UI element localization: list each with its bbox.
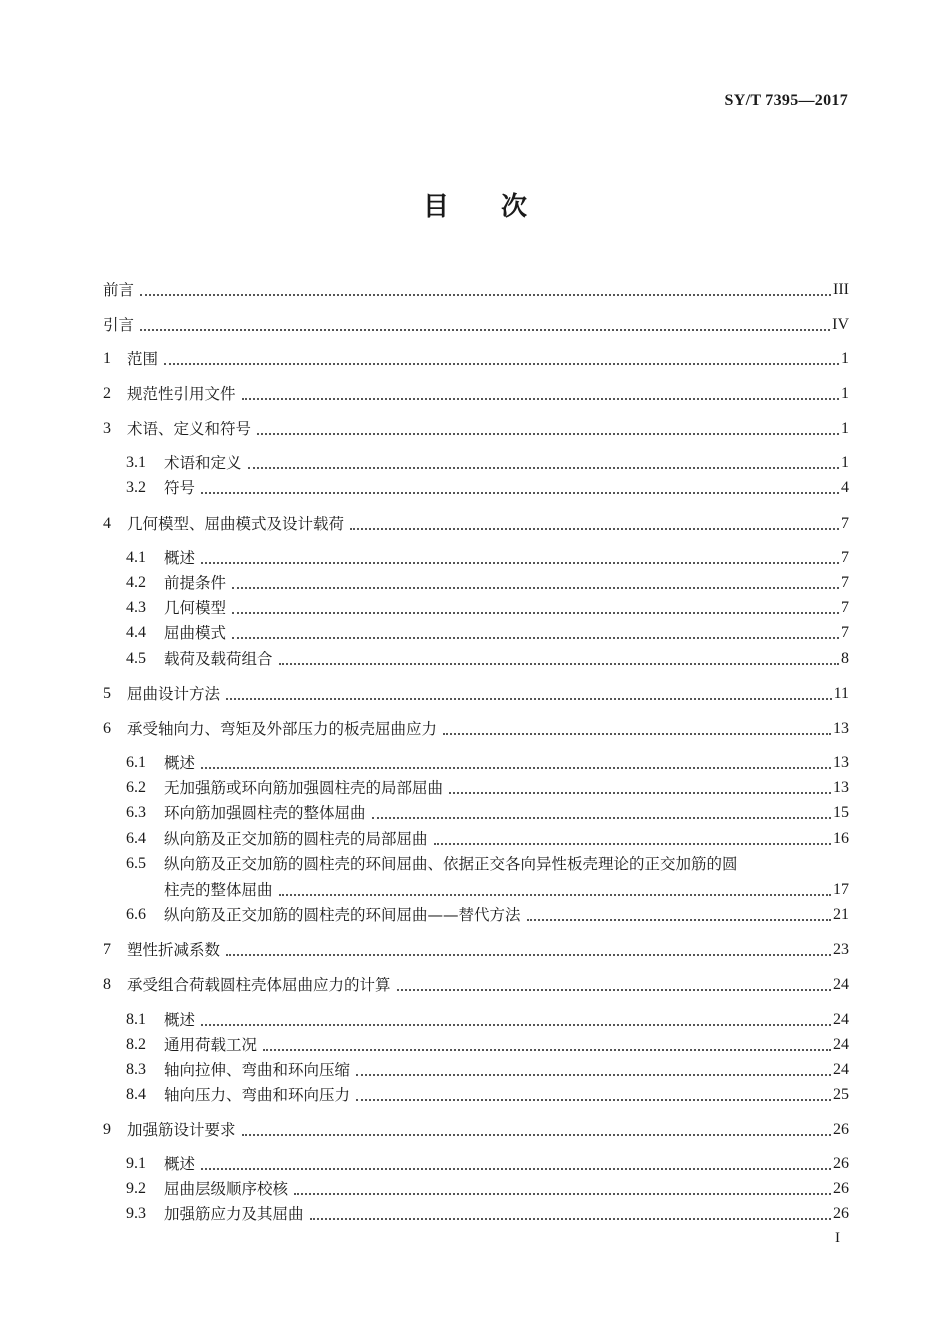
dot-leader (527, 919, 831, 921)
toc-entry[interactable] (103, 417, 849, 441)
toc-entry-number: 4.4 (126, 624, 146, 641)
dot-leader (443, 733, 831, 735)
toc-entry-label: 范围 (127, 350, 159, 368)
toc-entry-page: 7 (841, 549, 849, 566)
dot-leader (201, 492, 839, 494)
toc-entry-number: 9.1 (126, 1155, 146, 1172)
toc-entry-label: 符号 (164, 479, 196, 497)
toc-entry-label: 概述 (164, 754, 196, 772)
toc-entry-number: 1 (103, 350, 111, 367)
dot-leader (242, 1134, 831, 1136)
toc-entry-page: 24 (833, 1061, 849, 1078)
toc-entry-page: 4 (841, 479, 849, 496)
toc-entry-label: 引言 (103, 316, 135, 334)
dot-leader (434, 843, 831, 845)
toc-entry-page: 16 (833, 830, 849, 847)
toc-entry-label: 概述 (164, 1155, 196, 1173)
toc-entry-number: 6.3 (126, 804, 146, 821)
toc-entry-number: 9.2 (126, 1180, 146, 1197)
toc-entry[interactable] (103, 313, 849, 337)
toc-entry-number: 8.2 (126, 1036, 146, 1053)
toc-entry-number: 6.6 (126, 906, 146, 923)
toc-entry-label: 无加强筋或环向筋加强圆柱壳的局部屈曲 (164, 779, 444, 797)
toc-entry[interactable] (103, 278, 849, 302)
toc-entry-number: 6.2 (126, 779, 146, 796)
toc-entry-number: 3 (103, 420, 111, 437)
toc-entry[interactable] (103, 717, 849, 741)
toc-entry-number: 8.4 (126, 1086, 146, 1103)
toc-entry-label: 规范性引用文件 (127, 385, 236, 403)
toc-entry[interactable] (126, 801, 849, 825)
dot-leader (140, 329, 830, 331)
toc-entry-label: 几何模型 (164, 599, 227, 617)
toc-entry-label: 通用荷载工况 (164, 1036, 258, 1054)
toc-entry[interactable] (103, 512, 849, 536)
toc-entry-page: 7 (841, 599, 849, 616)
toc-entry[interactable] (103, 682, 849, 706)
dot-leader (232, 612, 839, 614)
toc-entry-number: 8.3 (126, 1061, 146, 1078)
toc-entry-page: 26 (833, 1205, 849, 1222)
toc-entry-page: 7 (841, 574, 849, 591)
page-title: 目次 (422, 192, 579, 222)
toc-entry-page: 17 (833, 881, 849, 898)
toc-entry-page: 24 (833, 1036, 849, 1053)
toc-entry-page: 21 (833, 906, 849, 923)
toc-entry-label: 屈曲层级顺序校核 (164, 1180, 289, 1198)
toc-entry-label: 屈曲设计方法 (127, 685, 221, 703)
dot-leader (226, 698, 832, 700)
dot-leader (201, 562, 839, 564)
toc-entry-page: 13 (833, 754, 849, 771)
toc-entry-page: IV (832, 316, 849, 333)
toc-entry-label: 环向筋加强圆柱壳的整体屈曲 (164, 804, 366, 822)
toc-entry-number: 7 (103, 941, 111, 958)
dot-leader (397, 989, 831, 991)
toc-entry[interactable] (103, 1118, 849, 1142)
toc-entry[interactable] (126, 852, 849, 876)
toc-entry[interactable] (126, 546, 849, 570)
dot-leader (356, 1074, 831, 1076)
toc-entry-number: 4 (103, 515, 111, 532)
dot-leader (201, 767, 831, 769)
toc-entry-page: 7 (841, 515, 849, 532)
toc-entry[interactable] (126, 751, 849, 775)
toc-entry-page: 1 (841, 350, 849, 367)
toc-entry-number: 8.1 (126, 1011, 146, 1028)
toc-entry-page: 7 (841, 624, 849, 641)
toc-entry-label: 加强筋应力及其屈曲 (164, 1205, 304, 1223)
toc-entry-page: 13 (833, 720, 849, 737)
toc-entry-label: 加强筋设计要求 (127, 1121, 236, 1139)
toc-entry[interactable] (126, 571, 849, 595)
toc-entry-label: 纵向筋及正交加筋的圆柱壳的环间屈曲、依据正交各向异性板壳理论的正交加筋的圆 (164, 855, 738, 873)
toc-entry[interactable] (126, 903, 849, 927)
toc-entry-number: 4.5 (126, 650, 146, 667)
dot-leader (350, 528, 839, 530)
dot-leader (356, 1099, 831, 1101)
toc-entry-number: 5 (103, 685, 111, 702)
dot-leader (263, 1049, 831, 1051)
toc-entry[interactable] (126, 647, 849, 671)
toc-entry-page: 1 (841, 385, 849, 402)
toc-entry-page: III (833, 281, 849, 298)
toc-entry-page: 13 (833, 779, 849, 796)
dot-leader (140, 294, 831, 296)
toc-entry-label: 承受组合荷载圆柱壳体屈曲应力的计算 (127, 976, 391, 994)
page-number: I (835, 1230, 840, 1246)
toc-entry-number: 9 (103, 1121, 111, 1138)
toc-entry[interactable] (126, 1008, 849, 1032)
toc-entry-label: 轴向压力、弯曲和环向压力 (164, 1086, 351, 1104)
toc-entry-number: 4.3 (126, 599, 146, 616)
dot-leader (294, 1193, 831, 1195)
toc-entry-page: 1 (841, 454, 849, 471)
toc-entry-label: 概述 (164, 1011, 196, 1029)
toc-entry-label: 屈曲模式 (164, 624, 227, 642)
toc-entry-label: 塑性折减系数 (127, 941, 221, 959)
toc-entry-page: 23 (833, 941, 849, 958)
toc-entry-label: 纵向筋及正交加筋的圆柱壳的局部屈曲 (164, 830, 428, 848)
toc-entry-label: 承受轴向力、弯矩及外部压力的板壳屈曲应力 (127, 720, 438, 738)
dot-leader (257, 433, 839, 435)
toc-entry-page: 11 (833, 685, 849, 702)
toc-entry[interactable] (126, 1058, 849, 1082)
toc-entry-number: 6 (103, 720, 111, 737)
toc-entry-number: 3.1 (126, 454, 146, 471)
dot-leader (232, 637, 839, 639)
toc-entry[interactable] (126, 1152, 849, 1176)
dot-leader (232, 587, 839, 589)
toc-entry[interactable] (126, 1177, 849, 1201)
toc-entry-number: 6.4 (126, 830, 146, 847)
toc-entry-page: 24 (833, 976, 849, 993)
toc-entry[interactable] (126, 1202, 849, 1226)
toc-entry-number: 2 (103, 385, 111, 402)
toc-entry[interactable] (103, 938, 849, 962)
toc-entry-label: 术语、定义和符号 (127, 420, 252, 438)
toc-entry-label: 纵向筋及正交加筋的圆柱壳的环间屈曲——替代方法 (164, 906, 521, 924)
toc-entry-page: 26 (833, 1155, 849, 1172)
dot-leader (310, 1218, 831, 1220)
toc-entry-label: 载荷及载荷组合 (164, 650, 273, 668)
toc-entry-page: 26 (833, 1121, 849, 1138)
dot-leader (279, 663, 839, 665)
toc-entry-continuation[interactable] (164, 878, 849, 902)
toc-entry-label: 前提条件 (164, 574, 227, 592)
toc-entry-page: 24 (833, 1011, 849, 1028)
dot-leader (248, 467, 839, 469)
dot-leader (279, 894, 831, 896)
toc-entry-label: 几何模型、屈曲模式及设计载荷 (127, 515, 345, 533)
toc-entry-label: 轴向拉伸、弯曲和环向压缩 (164, 1061, 351, 1079)
toc-entry[interactable] (126, 1083, 849, 1107)
toc-entry[interactable] (126, 1033, 849, 1057)
toc-entry-number: 8 (103, 976, 111, 993)
toc-entry[interactable] (103, 347, 849, 371)
dot-leader (201, 1024, 831, 1026)
toc-entry-page: 1 (841, 420, 849, 437)
toc-entry-number: 4.1 (126, 549, 146, 566)
toc-entry-label-continued: 柱壳的整体屈曲 (164, 881, 273, 899)
standard-code: SY/T 7395—2017 (724, 92, 848, 109)
toc-entry-number: 3.2 (126, 479, 146, 496)
dot-leader (449, 792, 831, 794)
toc-entry-number: 6.1 (126, 754, 146, 771)
toc-entry[interactable] (126, 827, 849, 851)
toc-entry-page: 15 (833, 804, 849, 821)
toc-entry-label: 前言 (103, 281, 135, 299)
dot-leader (164, 363, 839, 365)
dot-leader (226, 954, 831, 956)
toc-entry-number: 9.3 (126, 1205, 146, 1222)
toc-entry[interactable] (126, 596, 849, 620)
dot-leader (201, 1168, 831, 1170)
toc-entry[interactable] (126, 476, 849, 500)
toc-entry-number: 4.2 (126, 574, 146, 591)
toc-entry-page: 8 (841, 650, 849, 667)
toc-entry-label: 术语和定义 (164, 454, 242, 472)
toc-entry-label: 概述 (164, 549, 196, 567)
toc-entry-number: 6.5 (126, 855, 146, 872)
toc-entry[interactable] (126, 621, 849, 645)
toc-entry-page: 25 (833, 1086, 849, 1103)
toc-entry[interactable] (126, 451, 849, 475)
dot-leader (372, 817, 831, 819)
toc-entry[interactable] (103, 973, 849, 997)
dot-leader (242, 398, 839, 400)
toc-entry-page: 26 (833, 1180, 849, 1197)
toc-entry[interactable] (126, 776, 849, 800)
toc-entry[interactable] (103, 382, 849, 406)
